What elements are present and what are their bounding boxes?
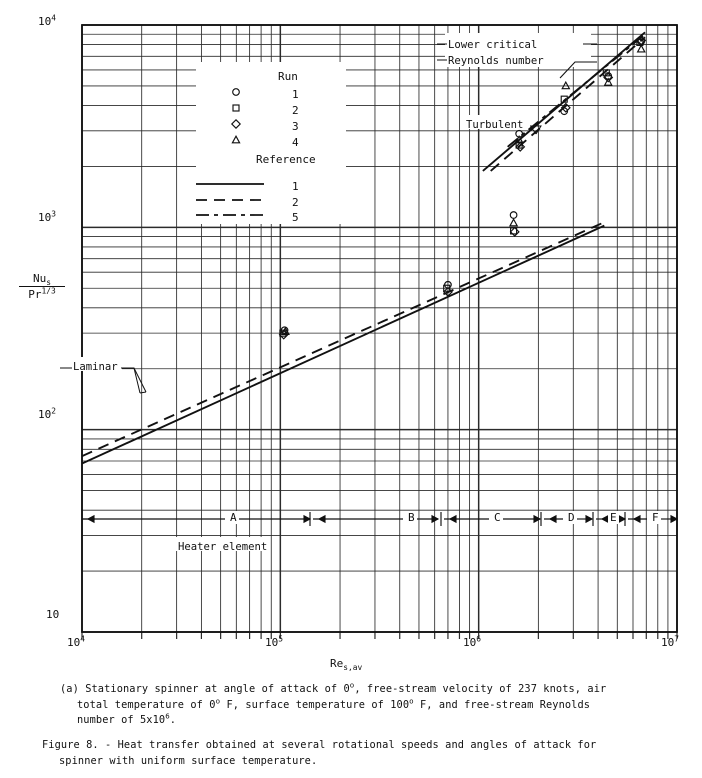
y-axis-title-numerator — [12, 272, 72, 286]
legend-run-header — [278, 70, 298, 83]
y-tick-label-1e1: 10 — [46, 608, 60, 621]
legend-run-label-4 — [292, 136, 299, 149]
heater-element-bands — [82, 512, 677, 526]
x-tick-label-1e4: $10^4$ — [67, 634, 86, 649]
y-axis-title-denominator — [12, 288, 72, 301]
legend-ref-label-2 — [292, 196, 299, 209]
annotation-heater-element: Heater element — [178, 541, 268, 553]
heater-band-label-b: B — [408, 511, 415, 524]
caption-figure-line2: spinner with uniform surface temperature. — [59, 754, 318, 767]
x-tick-label-1e6: $10^6$ — [463, 634, 482, 649]
y-tick-label-1e2: $10^2$ — [38, 406, 57, 421]
caption-a-l2-sup1: o — [215, 696, 221, 706]
x-tick-label-1e5: $10^5$ — [265, 634, 284, 649]
annotation-lower-critical-line2: Reynolds number — [448, 55, 544, 67]
x-tick-exp-1e4: 4 — [80, 634, 86, 644]
y-axis-num-sub: s — [46, 278, 51, 288]
caption-figure-line1: Figure 8. - Heat transfer obtained at several rotational speeds and angles of attack for — [42, 739, 597, 751]
caption-part-a-line3 — [60, 713, 680, 729]
reference-curves — [82, 32, 645, 463]
annotation-turbulent: Turbulent — [466, 119, 524, 131]
annotation-lower-critical-line1: Lower critical — [448, 39, 538, 51]
caption-a-l1-sup: o — [349, 680, 355, 690]
caption-part-a-line1 — [60, 682, 680, 698]
caption-a-l2-mid: F, surface temperature of 100 — [220, 698, 410, 711]
legend-run-header-text: Run — [278, 70, 298, 83]
y-tick-exp-1e4: 4 — [51, 13, 57, 23]
annotation-lower-critical — [448, 37, 544, 69]
legend-run-2-text: 2 — [292, 104, 299, 117]
legend-run-4-text: 4 — [292, 136, 299, 149]
y-axis-title — [12, 272, 72, 301]
caption-a-l2-sup2: o — [409, 696, 414, 706]
legend-reference-header-text: Reference — [256, 153, 316, 166]
heater-band-label-f: F — [652, 511, 659, 524]
heater-band-label-e: E — [610, 511, 617, 524]
heater-band-label-a: A — [230, 511, 237, 524]
x-axis-title — [330, 657, 363, 673]
legend-run-label-2 — [292, 104, 299, 117]
caption-a-l2-post: F, and free-stream Reynolds — [413, 698, 591, 711]
caption-a-l1-post: , free-stream velocity of 237 knots, air — [354, 683, 607, 695]
y-axis-num-text: Nu — [32, 272, 47, 285]
y-axis-den-text: Pr — [28, 288, 42, 301]
annotation-laminar: Laminar — [73, 361, 118, 373]
x-tick-exp-1e7: 7 — [674, 634, 680, 644]
caption-part-a — [60, 682, 680, 729]
legend-ref-label-5 — [292, 211, 299, 224]
legend-ref-2-text: 2 — [292, 196, 299, 209]
caption-a-l3-sup: 6 — [165, 711, 170, 721]
y-axis-den-sup: 1/3 — [41, 286, 56, 296]
caption-a-l2-pre: total temperature of 0 — [77, 698, 216, 711]
y-tick-label-1e4: $10^4$ — [38, 13, 57, 28]
y-tick-exp-1e3: 3 — [51, 209, 57, 219]
x-axis-title-text: Re — [330, 657, 344, 670]
y-tick-label-1e3: $10^3$ — [38, 209, 57, 224]
legend-ref-label-1 — [292, 180, 299, 193]
x-tick-exp-1e6: 6 — [476, 634, 482, 644]
legend-run-3-text: 3 — [292, 120, 299, 133]
x-axis-title-sub: s,av — [343, 663, 363, 673]
caption-a-l1-pre: (a) Stationary spinner at angle of attack of 0 — [60, 683, 350, 695]
caption-figure — [42, 738, 682, 769]
caption-a-l3-pre: number of 5x10 — [77, 714, 166, 726]
caption-a-l3-post: . — [169, 714, 177, 726]
heater-band-label-d: D — [568, 511, 575, 524]
x-tick-exp-1e5: 5 — [278, 634, 284, 644]
heater-band-label-c: C — [494, 511, 501, 524]
x-tick-label-1e7: $10^7$ — [661, 634, 680, 649]
legend-reference-header — [256, 153, 316, 166]
y-tick-exp-1e2: 2 — [51, 406, 57, 416]
legend-ref-5-text: 5 — [292, 211, 299, 224]
legend-run-1-text: 1 — [292, 88, 299, 101]
legend-ref-1-text: 1 — [292, 180, 299, 193]
legend-run-label-3 — [292, 120, 299, 133]
legend-run-label-1 — [292, 88, 299, 101]
grid-lines — [82, 25, 677, 639]
caption-part-a-line2 — [60, 698, 680, 714]
